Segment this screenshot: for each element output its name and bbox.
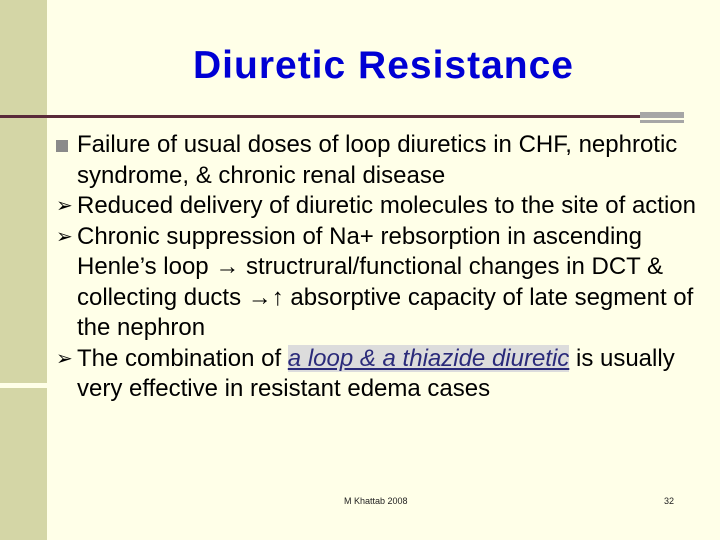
highlighted-phrase: a loop & a thiazide diuretic (287, 344, 570, 372)
bullet-item (48, 222, 708, 344)
left-decorative-band (0, 0, 47, 540)
bullet-text-after: is usually very effective in resistant edema cases (77, 344, 675, 402)
bullet-list (48, 130, 708, 405)
arrow-bullet-icon: ➢ (56, 195, 73, 217)
page-number: 32 (664, 496, 675, 506)
bullet-text: Failure of usual doses of loop diuretics in CHF, nephrotic syndrome, & chronic renal disease (77, 131, 678, 189)
bullet-item (48, 344, 708, 405)
bullet-text: Reduced delivery of diuretic molecules to the site of action (77, 192, 696, 219)
footer-author: M Khattab 2008 (344, 496, 408, 506)
bullet-item (48, 130, 708, 191)
title-divider-accent-bottom (640, 120, 684, 123)
bullet-text-before: The combination of (77, 344, 288, 372)
title-divider (0, 115, 640, 118)
bullet-item (48, 191, 708, 222)
left-band-notch (0, 383, 47, 388)
title-divider-accent-top (640, 112, 684, 118)
arrow-bullet-icon: ➢ (56, 225, 73, 248)
arrow-bullet-icon: ➢ (56, 347, 73, 370)
square-bullet-icon (56, 130, 76, 161)
slide-title: Diuretic Resistance (193, 44, 574, 87)
bullet-text: Chronic suppression of Na+ rebsorption in ascending Henle’s loop → structrural/functional changes in DCT & collecting ducts →↑ absorptive capacity of late segment of the nephron (77, 222, 694, 341)
